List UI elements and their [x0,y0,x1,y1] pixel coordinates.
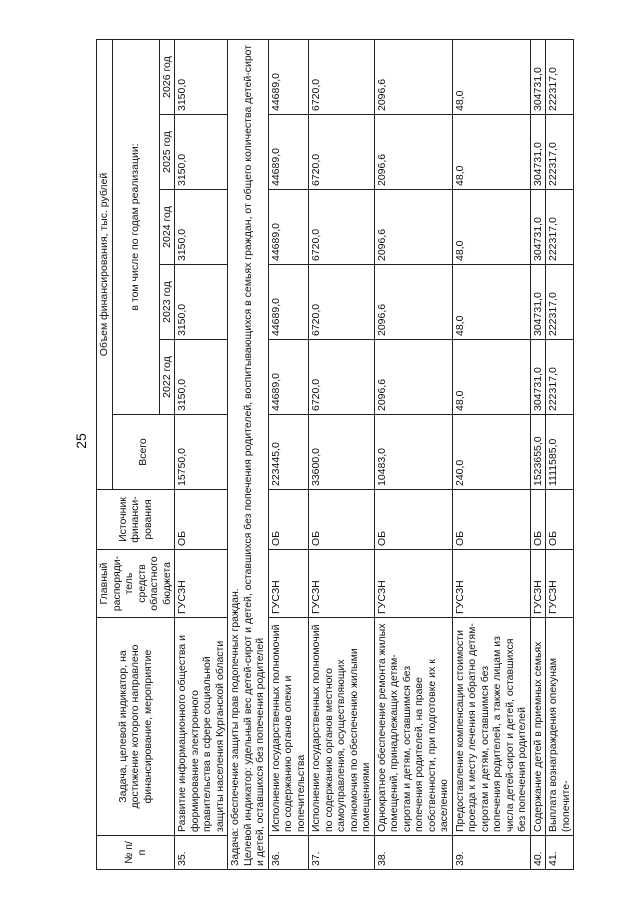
header-total: Всего [112,415,175,490]
row-2024: 6720,0 [309,190,375,265]
row-2025: 48,0 [452,115,530,190]
section-task: Задача: обеспечение защиты прав подопечных граждан. [229,588,241,866]
row-2022: 44689,0 [268,340,309,415]
header-year-2023: 2023 год [159,265,175,340]
row-2023: 48,0 [452,265,530,340]
header-year-2025: 2025 год [159,115,175,190]
row-no: 39. [452,836,530,870]
row-task: Содержание детей в приемных семьях [530,618,546,836]
row-no: 35. [175,836,228,870]
row-2026: 44689,0 [268,40,309,115]
header-no: № п/п [97,836,175,870]
row-2022: 304731,0 [530,340,546,415]
header-by-year: в том числе по годам реализации: [112,40,159,415]
row-total: 240,0 [452,415,530,490]
header-task: Задача, целевой индикатор, на достижение которого направлено финансирование, мероприятие [97,618,175,836]
table-row [309,40,375,870]
table-row [175,40,228,870]
row-2024: 3150,0 [175,190,228,265]
row-2025: 3150,0 [175,115,228,190]
header-source: Источник финанси-рования [97,490,175,550]
row-manager: ГУСЗН [530,550,546,618]
row-2023: 222317,0 [546,265,574,340]
row-2025: 44689,0 [268,115,309,190]
row-task: Предоставление компенсации стоимости проезда к месту лечения и обратно детям-сиротам и детям, оставшимся без попечения родителей, а также лицам из числа детей-сирот и детей, оставшихся без попечения родителей [452,618,530,836]
row-2022: 48,0 [452,340,530,415]
header-year-2026: 2026 год [159,40,175,115]
row-2023: 44689,0 [268,265,309,340]
row-manager: ГУСЗН [309,550,375,618]
row-2025: 2096,6 [374,115,452,190]
page-number: 25 [73,433,89,449]
rotated-table-area [96,40,626,870]
row-total: 1523655,0 [530,415,546,490]
row-2022: 222317,0 [546,340,574,415]
row-no: 37. [309,836,375,870]
row-2024: 222317,0 [546,190,574,265]
section-band [228,40,269,870]
row-total: 33600,0 [309,415,375,490]
row-2024: 48,0 [452,190,530,265]
row-manager: ГУСЗН [452,550,530,618]
row-no: 40. [530,836,546,870]
row-2024: 2096,6 [374,190,452,265]
table-header [97,40,175,870]
header-year-2022: 2022 год [159,340,175,415]
row-manager: ГУСЗН [268,550,309,618]
row-total: 1111585,0 [546,415,574,490]
row-task: Выплата вознаграждения опекунам (попечите- [546,618,574,836]
row-source: ОБ [374,490,452,550]
row-2026: 222317,0 [546,40,574,115]
row-2023: 304731,0 [530,265,546,340]
row-manager: ГУСЗН [546,550,574,618]
row-total: 10483,0 [374,415,452,490]
row-source: ОБ [309,490,375,550]
row-2026: 3150,0 [175,40,228,115]
row-2022: 2096,6 [374,340,452,415]
row-source: ОБ [268,490,309,550]
header-volume: Объем финансирования, тыс. рублей [97,40,113,490]
row-source: ОБ [452,490,530,550]
row-2025: 6720,0 [309,115,375,190]
row-task: Исполнение государственных полномочий по содержанию органов опеки и попечительства [268,618,309,836]
row-task: Исполнение государственных полномочий по содержанию органов местного самоуправления, осуществляющих полномочия по обеспечению жилыми помещениями [309,618,375,836]
row-2023: 3150,0 [175,265,228,340]
row-source: ОБ [546,490,574,550]
row-task: Однократное обеспечение ремонта жилых помещений, принадлежащих детям-сиротам и детям, оставшимся без попечения родителей, на праве собственности, при подготовке их к заселению [374,618,452,836]
row-total: 223445,0 [268,415,309,490]
row-source: ОБ [175,490,228,550]
row-2023: 2096,6 [374,265,452,340]
financing-table [96,39,574,870]
header-manager: Главный распоряди-тель средств областного бюджета [97,550,175,618]
table-row [452,40,530,870]
row-2024: 44689,0 [268,190,309,265]
row-task: Развитие информационного общества и формирование электронного правительства в сфере социальной защиты населения Курганской области [175,618,228,836]
row-2025: 222317,0 [546,115,574,190]
row-2026: 2096,6 [374,40,452,115]
row-source: ОБ [530,490,546,550]
section-indicator: Целевой индикатор: удельный вес детей-сирот и детей, оставшихся без попечения родителей, воспитывающихся в семьях граждан, от общего количества детей-сирот и детей, оставшихся без попечения родителей [241,44,266,866]
row-2023: 6720,0 [309,265,375,340]
row-2025: 304731,0 [530,115,546,190]
row-2022: 6720,0 [309,340,375,415]
row-2022: 3150,0 [175,340,228,415]
header-year-2024: 2024 год [159,190,175,265]
row-2026: 304731,0 [530,40,546,115]
row-total: 15750,0 [175,415,228,490]
table-row [268,40,309,870]
row-no: 41. [546,836,574,870]
row-manager: ГУСЗН [175,550,228,618]
row-2026: 48,0 [452,40,530,115]
row-2026: 6720,0 [309,40,375,115]
table-row [530,40,546,870]
table-row [546,40,574,870]
row-no: 36. [268,836,309,870]
row-manager: ГУСЗН [374,550,452,618]
row-no: 38. [374,836,452,870]
table-row [374,40,452,870]
row-2024: 304731,0 [530,190,546,265]
